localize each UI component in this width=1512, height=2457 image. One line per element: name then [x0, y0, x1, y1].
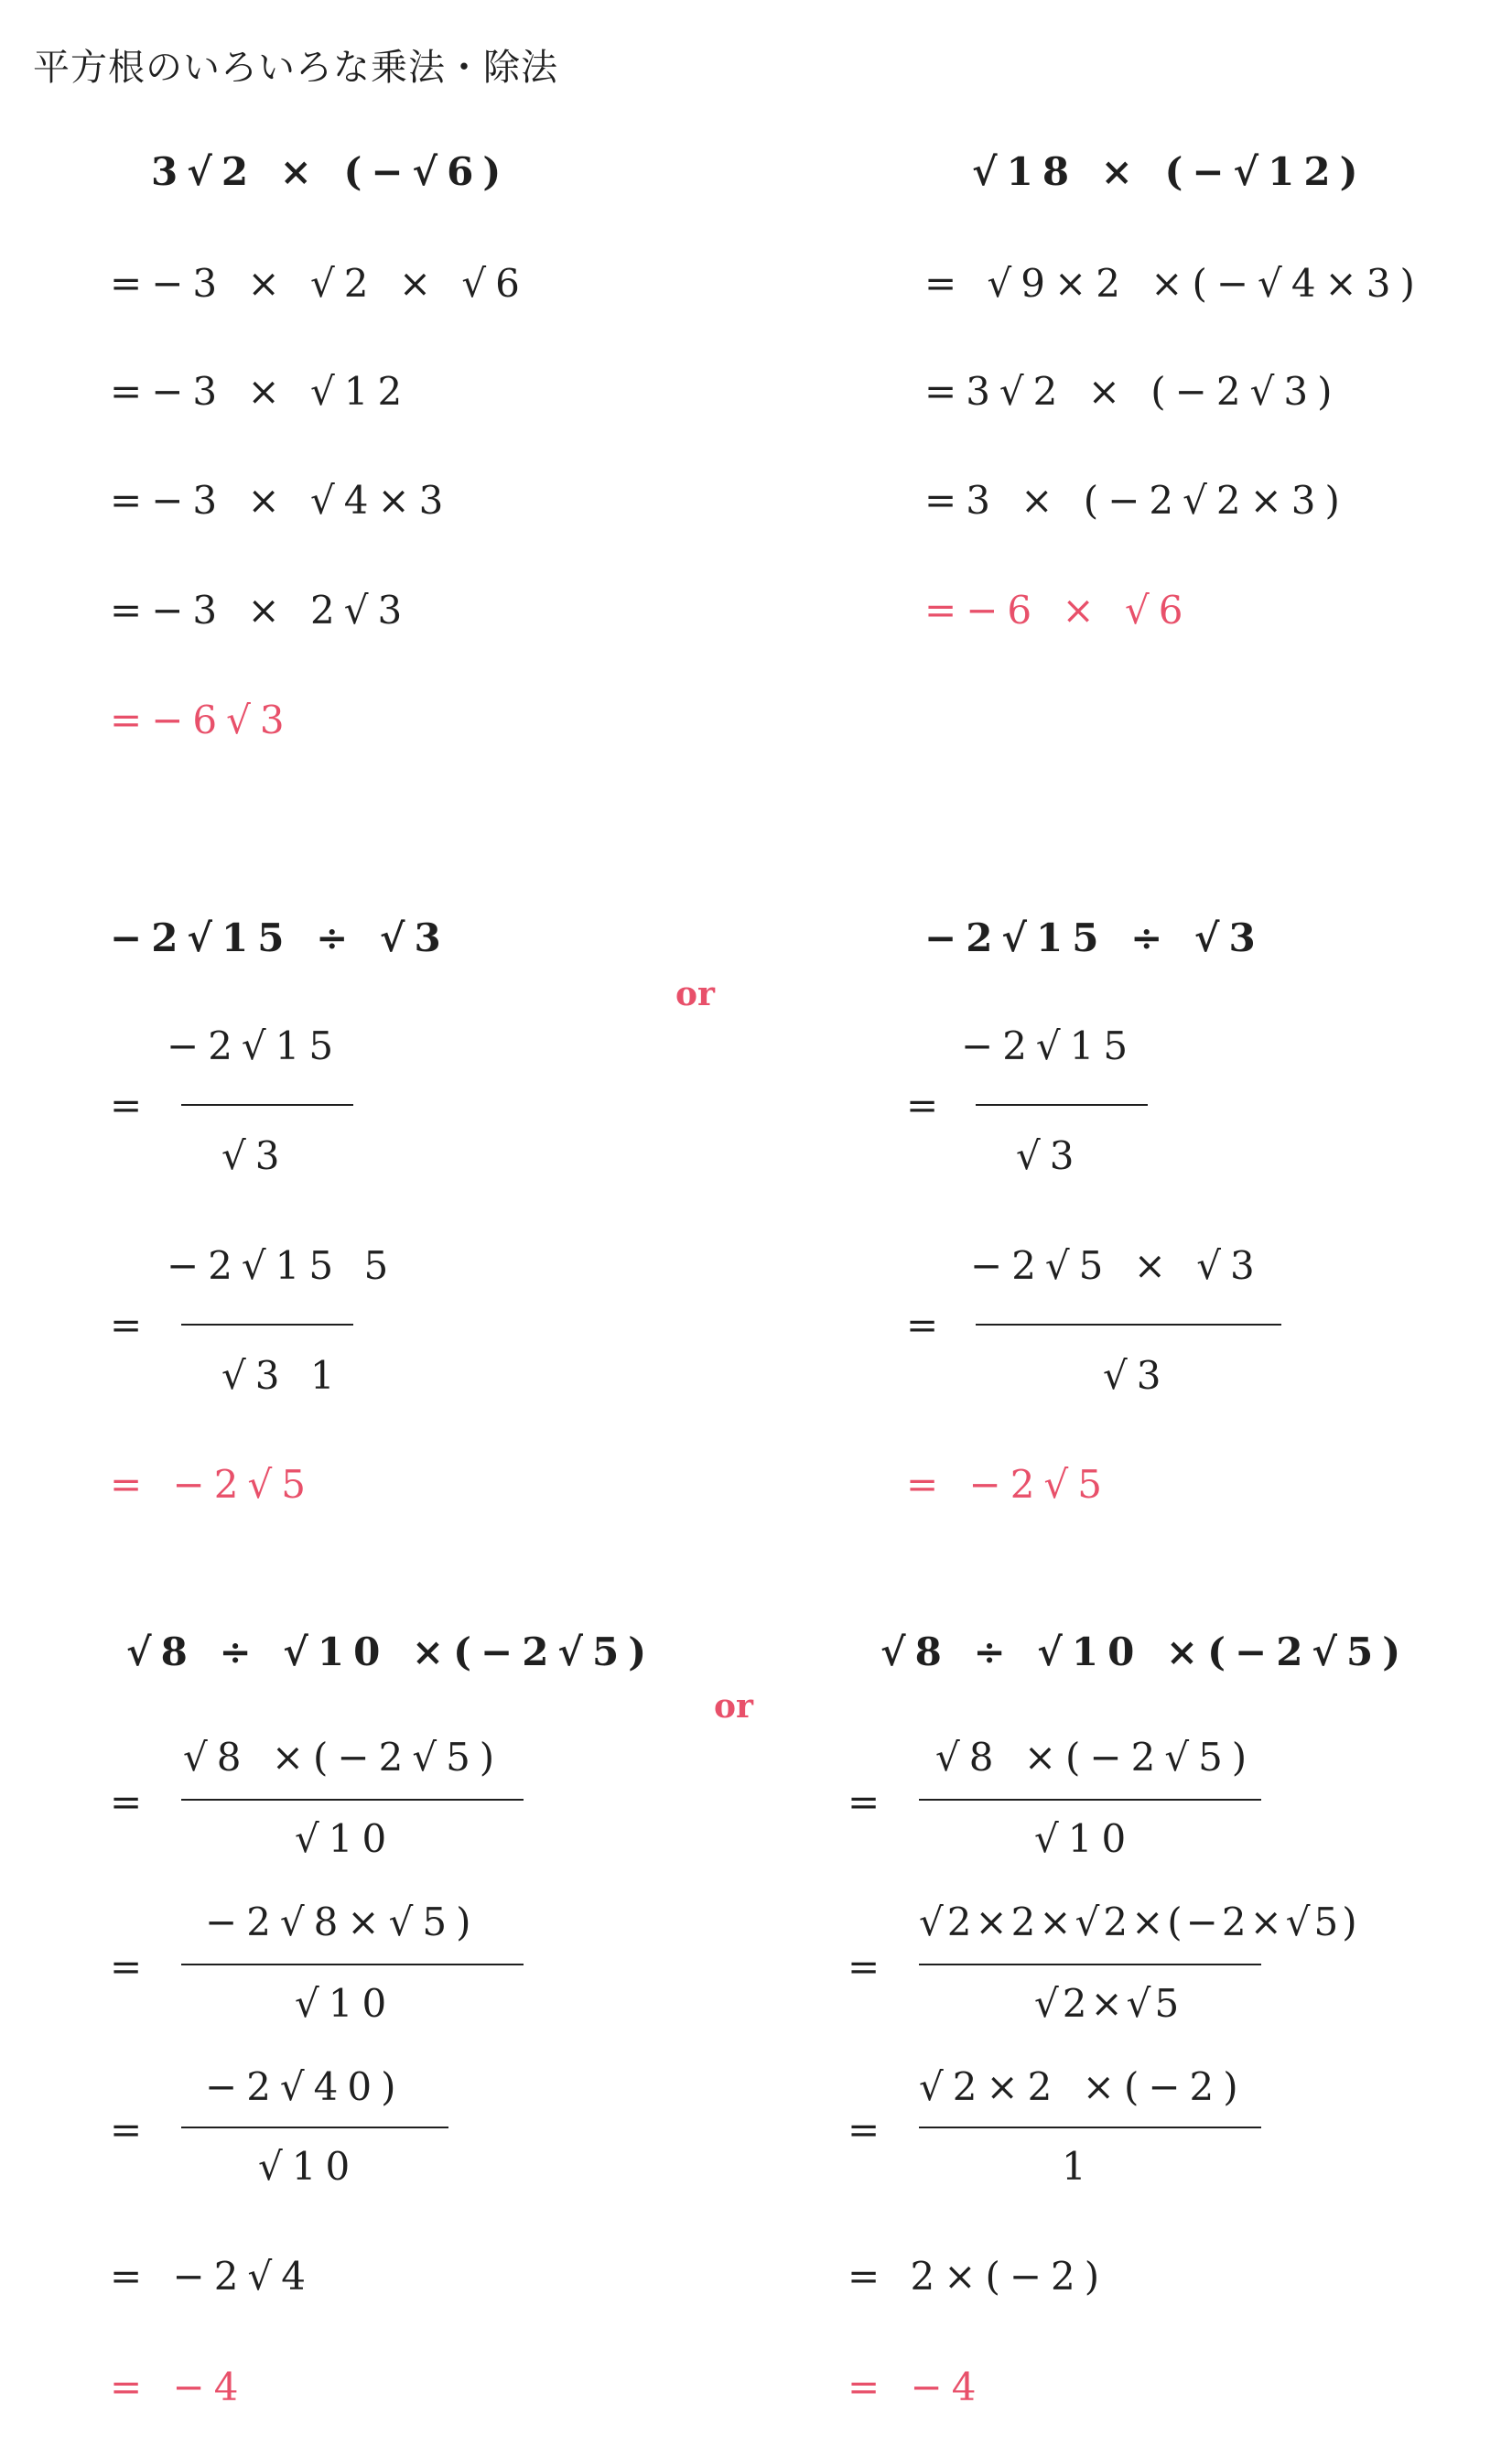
fraction-denominator: √2×√5 [1034, 1981, 1183, 2026]
fraction-denominator: √10 [1034, 1816, 1136, 1861]
equals-sign: = [906, 1303, 939, 1348]
equals-sign: = [848, 1944, 880, 1989]
problem1-step2: =−3 × √12 [110, 369, 412, 414]
fraction-denominator: √10 [295, 1981, 396, 2026]
fraction-denominator: 1 [1062, 2144, 1096, 2189]
fraction-numerator: √2×2 ×(−2) [919, 2064, 1247, 2109]
equals-sign: = [110, 2107, 143, 2152]
problem4-question: −2√15 ÷ √3 [924, 915, 1265, 960]
or-label-2: or [714, 1687, 753, 1726]
problem2-step2: =3√2 × (−2√3) [924, 369, 1342, 414]
problem1-answer: =−6√3 [110, 698, 294, 742]
equals-sign: = [110, 1780, 143, 1824]
equals-sign: = [848, 2107, 880, 2152]
problem2-answer: =−6 × √6 [924, 588, 1193, 633]
equals-sign: = [110, 1944, 143, 1989]
fraction-bar [976, 1324, 1281, 1326]
fraction-numerator: √8 ×(−2√5) [183, 1735, 504, 1780]
fraction-bar [181, 1799, 524, 1801]
fraction-bar [919, 1964, 1261, 1965]
equals-sign: = [110, 1303, 143, 1348]
equals-sign: = [848, 1780, 880, 1824]
fraction-numerator: √2×2×√2×(−2×√5) [919, 1900, 1361, 1944]
problem1-step3: =−3 × √4×3 [110, 478, 453, 523]
fraction-bar [181, 1104, 353, 1106]
fraction-numerator: √8 ×(−2√5) [935, 1735, 1257, 1780]
problem4-answer: = −2√5 [906, 1462, 1111, 1507]
problem1-step1: =−3 × √2 × √6 [110, 261, 529, 306]
fraction-denominator: √10 [258, 2144, 360, 2189]
fraction-denominator: √3 [1103, 1353, 1171, 1398]
fraction-bar [181, 2127, 448, 2128]
problem5-question: √8 ÷ √10 ×(−2√5) [126, 1629, 656, 1674]
problem3-answer: = −2√5 [110, 1462, 315, 1507]
or-label-1: or [675, 975, 715, 1013]
problem6-answer: = −4 [848, 2365, 986, 2409]
fraction-denominator: √3 [221, 1133, 289, 1178]
problem2-step1: = √9×2 ×(−√4×3) [924, 261, 1424, 306]
fraction-numerator: −2√15 [167, 1023, 343, 1068]
fraction-bar [181, 1964, 524, 1965]
equals-sign: = [906, 1083, 939, 1128]
fraction-numerator: −2√15 [961, 1023, 1138, 1068]
fraction-bar [919, 1799, 1261, 1801]
fraction-denominator: √3 1 [221, 1353, 344, 1398]
problem1-question: 3√2 × (−√6) [151, 149, 511, 194]
problem6-step4: = 2×(−2) [848, 2254, 1109, 2299]
fraction-bar [976, 1104, 1148, 1106]
fraction-numerator: −2√5 × √3 [970, 1243, 1264, 1288]
fraction-numerator: −2√40) [205, 2064, 405, 2109]
fraction-bar [181, 1324, 353, 1326]
problem5-step4: = −2√4 [110, 2254, 315, 2299]
problem2-question: √18 × (−√12) [972, 149, 1367, 194]
problem5-answer: = −4 [110, 2365, 248, 2409]
problem1-step4: =−3 × 2√3 [110, 588, 412, 633]
equals-sign: = [110, 1083, 143, 1128]
problem2-step3: =3 × (−2√2×3) [924, 478, 1349, 523]
fraction-bar [919, 2127, 1261, 2128]
page-title: 平方根のいろいろな乗法・除法 [33, 47, 558, 89]
fraction-numerator: −2√15 5 [167, 1243, 398, 1288]
fraction-denominator: √3 [1016, 1133, 1084, 1178]
problem3-question: −2√15 ÷ √3 [110, 915, 450, 960]
fraction-numerator: −2√8×√5) [205, 1900, 481, 1944]
fraction-denominator: √10 [295, 1816, 396, 1861]
problem6-question: √8 ÷ √10 ×(−2√5) [880, 1629, 1410, 1674]
